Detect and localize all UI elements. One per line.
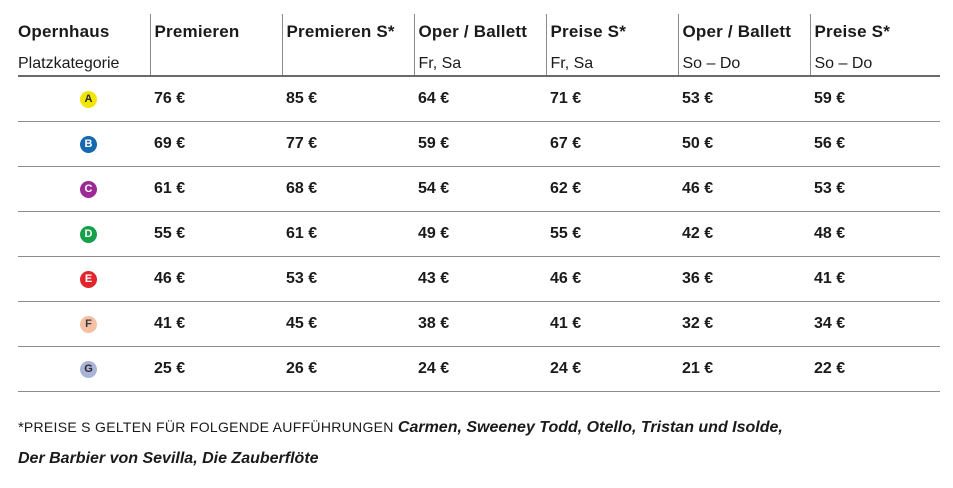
- header-oper-ballett-frsa: [414, 14, 546, 76]
- price-cell: 24 €: [546, 346, 678, 391]
- price-cell: 46 €: [150, 256, 282, 301]
- table-header-row: [18, 14, 940, 76]
- price-cell: 43 €: [414, 256, 546, 301]
- category-badge-e: E: [80, 271, 97, 288]
- table-row: [18, 76, 940, 121]
- header-premieren-s: [282, 14, 414, 76]
- price-cell: 41 €: [810, 256, 940, 301]
- header-oper-ballett-sodo: [678, 14, 810, 76]
- price-cell: 48 €: [810, 211, 940, 256]
- category-badge-d: D: [80, 226, 97, 243]
- price-cell: 77 €: [282, 121, 414, 166]
- price-cell: 69 €: [150, 121, 282, 166]
- footnote: [18, 412, 938, 474]
- price-cell: 24 €: [414, 346, 546, 391]
- category-badge-c: C: [80, 181, 97, 198]
- category-cell: [18, 256, 150, 301]
- header-subtitle: So – Do: [682, 55, 741, 72]
- price-cell: 59 €: [414, 121, 546, 166]
- footnote-marker: *: [18, 419, 24, 436]
- category-cell: [18, 301, 150, 346]
- header-title: Preise S*: [550, 22, 627, 41]
- price-table: [18, 14, 940, 392]
- price-cell: 45 €: [282, 301, 414, 346]
- price-cell: 53 €: [810, 166, 940, 211]
- price-cell: 64 €: [414, 76, 546, 121]
- header-title: Preise S*: [814, 22, 891, 41]
- footnote-caps-text: PREISE S GELTEN FÜR FOLGENDE AUFFÜHRUNGEN: [23, 419, 394, 435]
- header-title: Premieren S*: [286, 22, 395, 41]
- price-cell: 41 €: [546, 301, 678, 346]
- price-cell: 49 €: [414, 211, 546, 256]
- price-cell: 71 €: [546, 76, 678, 121]
- price-cell: 32 €: [678, 301, 810, 346]
- price-cell: 42 €: [678, 211, 810, 256]
- table-row: [18, 301, 940, 346]
- category-cell: [18, 211, 150, 256]
- price-cell: 68 €: [282, 166, 414, 211]
- price-cell: 53 €: [678, 76, 810, 121]
- header-platzkategorie: [18, 14, 150, 76]
- price-cell: 54 €: [414, 166, 546, 211]
- header-subtitle: So – Do: [814, 55, 873, 72]
- price-cell: 21 €: [678, 346, 810, 391]
- header-subtitle: Platzkategorie: [18, 55, 120, 72]
- header-title: Opernhaus: [18, 22, 110, 41]
- category-badge-a: A: [80, 91, 97, 108]
- price-cell: 61 €: [150, 166, 282, 211]
- price-cell: 62 €: [546, 166, 678, 211]
- category-cell: [18, 346, 150, 391]
- category-cell: [18, 121, 150, 166]
- footnote-titles-2: Der Barbier von Sevilla, Die Zauberflöte: [18, 450, 319, 467]
- price-cell: 34 €: [810, 301, 940, 346]
- price-cell: 67 €: [546, 121, 678, 166]
- price-cell: 25 €: [150, 346, 282, 391]
- price-cell: 22 €: [810, 346, 940, 391]
- header-subtitle: Fr, Sa: [418, 55, 462, 72]
- footnote-line-2: [18, 443, 938, 474]
- header-premieren: [150, 14, 282, 76]
- price-cell: 76 €: [150, 76, 282, 121]
- price-cell: 61 €: [282, 211, 414, 256]
- price-table-container: [18, 14, 940, 392]
- header-preise-s-frsa: [546, 14, 678, 76]
- header-title: Premieren: [154, 22, 240, 41]
- table-row: [18, 166, 940, 211]
- price-cell: 41 €: [150, 301, 282, 346]
- category-badge-f: F: [80, 316, 97, 333]
- price-cell: 50 €: [678, 121, 810, 166]
- price-cell: 55 €: [546, 211, 678, 256]
- price-cell: 53 €: [282, 256, 414, 301]
- table-row: [18, 211, 940, 256]
- category-badge-g: G: [80, 361, 97, 378]
- price-cell: 56 €: [810, 121, 940, 166]
- category-badge-b: B: [80, 136, 97, 153]
- price-cell: 46 €: [546, 256, 678, 301]
- category-cell: [18, 76, 150, 121]
- header-subtitle: Fr, Sa: [550, 55, 594, 72]
- table-row: [18, 256, 940, 301]
- price-cell: 46 €: [678, 166, 810, 211]
- price-cell: 85 €: [282, 76, 414, 121]
- price-cell: 59 €: [810, 76, 940, 121]
- footnote-line-1: [18, 412, 938, 443]
- price-cell: 38 €: [414, 301, 546, 346]
- header-preise-s-sodo: [810, 14, 940, 76]
- price-cell: 55 €: [150, 211, 282, 256]
- price-cell: 26 €: [282, 346, 414, 391]
- footnote-titles-1: Carmen, Sweeney Todd, Otello, Tristan und Isolde,: [397, 419, 783, 436]
- price-cell: 36 €: [678, 256, 810, 301]
- header-title: Oper / Ballett: [418, 22, 528, 41]
- category-cell: [18, 166, 150, 211]
- header-title: Oper / Ballett: [682, 22, 792, 41]
- table-row: [18, 121, 940, 166]
- table-row: [18, 346, 940, 391]
